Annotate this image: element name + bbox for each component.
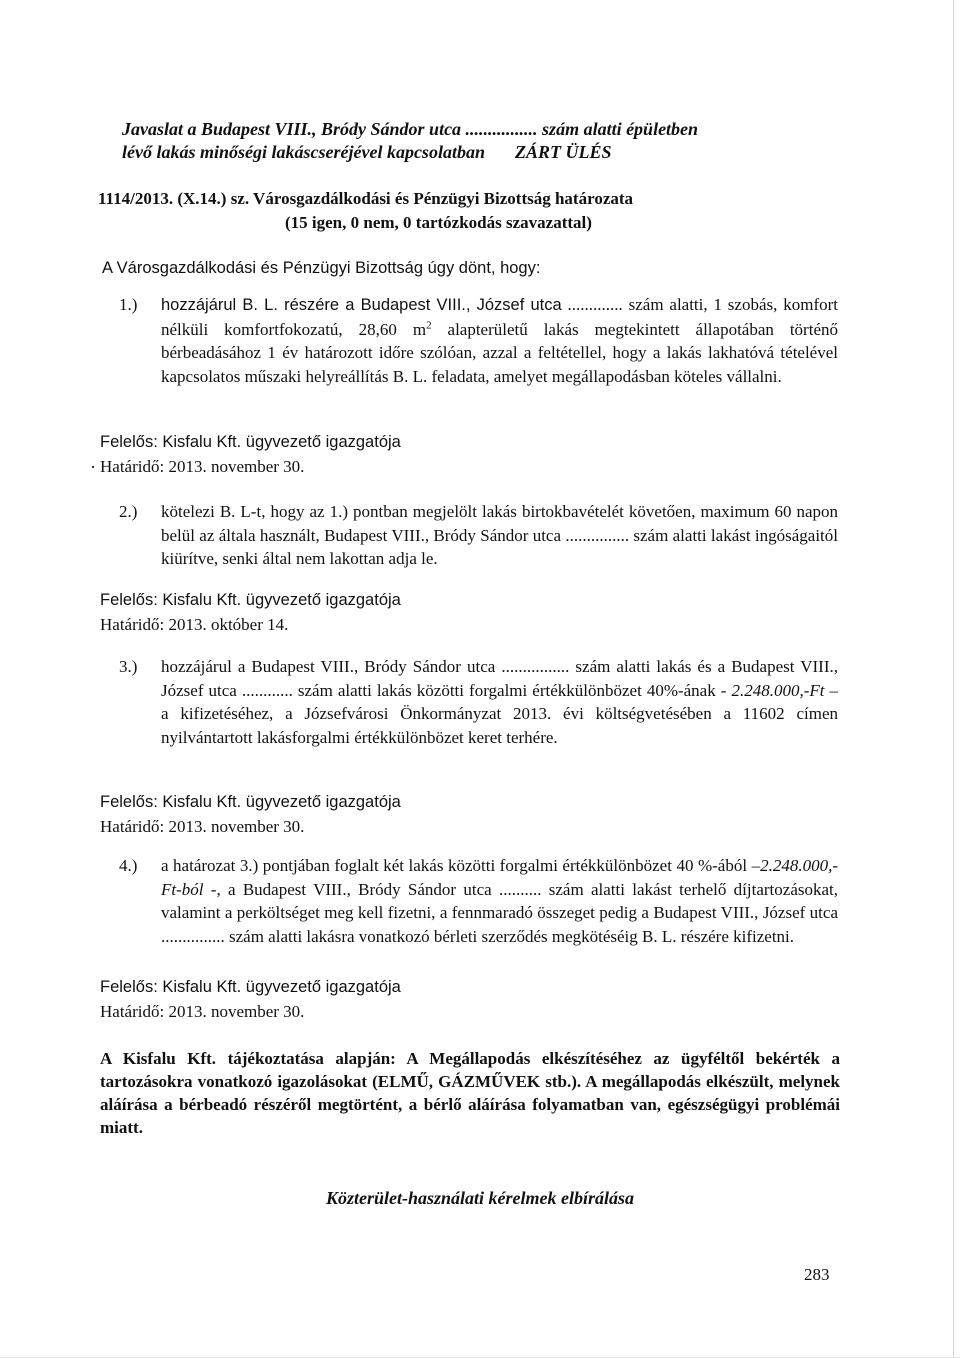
responsibility-block xyxy=(100,976,401,1023)
item-text-part-a: a határozat 3.) pontjában foglalt két lakás közötti forgalmi értékkülönbözet 40 %-ából xyxy=(161,856,752,875)
item-number: 2.) xyxy=(119,502,138,521)
section-title: Közterület-használati kérelmek elbírálása xyxy=(325,1188,634,1208)
decision-item-1 xyxy=(119,293,838,388)
title-line-2-text: lévő lakás minőségi lakáscseréjével kapcsolatban xyxy=(122,142,485,162)
page-edge-right xyxy=(953,0,960,1358)
item-number: 4.) xyxy=(119,856,138,875)
responsibility-block xyxy=(100,589,401,636)
responsibility-block xyxy=(100,431,401,478)
item-text xyxy=(122,854,838,948)
item-text-part-a: hozzájárul a Budapest VIII., Bródy Sándor utca ................ szám alatti lakás és a Budapest VIII., József utca ............ szám alatti lakás közötti forgalmi értékkülönbözet 40%-ának - xyxy=(161,657,838,700)
item-number: 3.) xyxy=(119,657,138,676)
responsibility-block xyxy=(100,791,401,838)
title-line-2 xyxy=(122,141,842,164)
deadline: Határidő: 2013. november 30. xyxy=(100,1001,305,1021)
responsible: Felelős: Kisfalu Kft. ügyvezető igazgatója xyxy=(100,433,401,451)
decision-vote: (15 igen, 0 nem, 0 tartózkodás szavazattal) xyxy=(285,213,592,232)
document-title xyxy=(122,118,842,164)
title-line-1: Javaslat a Budapest VIII., Bródy Sándor utca ................ szám alatti épületben xyxy=(122,119,699,139)
deadline: Határidő: 2013. november 30. xyxy=(100,816,305,836)
decision-intro: A Városgazdálkodási és Pénzügyi Bizottság úgy dönt, hogy: xyxy=(102,259,541,277)
deadline: Határidő: 2013. november 30. xyxy=(100,456,305,476)
item-text: kötelezi B. L-t, hogy az 1.) pontban megjelölt lakás birtokbavételét követően, maximum 60 napon belül az általa használt, Budapest VIII., Bródy Sándor utca ............... szám alatti lakást ingóságaitól kiürítve, senki által nem lakottan adja le. xyxy=(161,502,838,568)
kisfalu-note: A Kisfalu Kft. tájékoztatása alapján: A Megállapodás elkészítéséhez az ügyféltől bekérték a tartozásokra vonatkozó igazolásokat (ELMŰ, GÁZMŰVEK stb.). A megállapodás elkészült, melynek aláírása a bérbeadó részéről megtörtént, a bérlő aláírása folyamatban van, egészségügyi problémái miatt. xyxy=(100,1049,840,1137)
item-text-lead: hozzájárul B. L. részére a Budapest VIII., József utca xyxy=(161,296,562,314)
decision-item-4 xyxy=(119,854,838,948)
item-text xyxy=(122,655,838,749)
decision-item-2 xyxy=(119,500,838,571)
responsible: Felelős: Kisfalu Kft. ügyvezető igazgatója xyxy=(100,793,401,811)
amount: –2.248.000,- Ft-ból - xyxy=(161,856,838,899)
decision-title: 1114/2013. (X.14.) sz. Városgazdálkodási és Pénzügyi Bizottság határozata xyxy=(98,189,634,208)
item-text-part-b: – a kifizetéséhez, a Józsefvárosi Önkormányzat 2013. évi költségvetésében a 11602 címen nyilvántartott lakásforgalmi értékkülönbözet keret terhére. xyxy=(161,680,839,747)
closed-session-label: ZÁRT ÜLÉS xyxy=(514,142,612,162)
item-text-part-a: ............. szám alatti, 1 szobás, komfort nélküli komfortfokozatú, 28,60 m xyxy=(161,295,838,339)
item-number: 1.) xyxy=(119,295,138,314)
decision-item-3 xyxy=(119,655,839,749)
superscript-2: 2 xyxy=(426,318,432,331)
margin-tick xyxy=(92,466,94,468)
page-number: 283 xyxy=(804,1265,830,1284)
deadline: Határidő: 2013. október 14. xyxy=(100,614,289,634)
responsible: Felelős: Kisfalu Kft. ügyvezető igazgatója xyxy=(100,591,401,609)
responsible: Felelős: Kisfalu Kft. ügyvezető igazgatója xyxy=(100,978,401,996)
amount: 2.248.000,-Ft xyxy=(731,680,825,700)
item-text xyxy=(122,293,838,388)
item-text-part-b: alapterületű lakás megtekintett állapotában történő bérbeadásához 1 év határozott időre szólóan, azzal a feltétellel, hogy a lakás lakhatóvá tételével kapcsolatos műszaki helyreállítás B. L. feladata, amelyet megállapodásban köteles vállalni. xyxy=(161,319,838,386)
item-text-part-b: , a Budapest VIII., Bródy Sándor utca .......... szám alatti lakást terhelő díjtartozásokat, valamint a perköltséget meg kell fizetni, a fennmaradó összeget pedig a Budapest VIII., József utca ............... szám alatti lakásra vonatkozó bérleti szerződés megkötéséig B. L. részére kifizetni. xyxy=(161,879,838,946)
